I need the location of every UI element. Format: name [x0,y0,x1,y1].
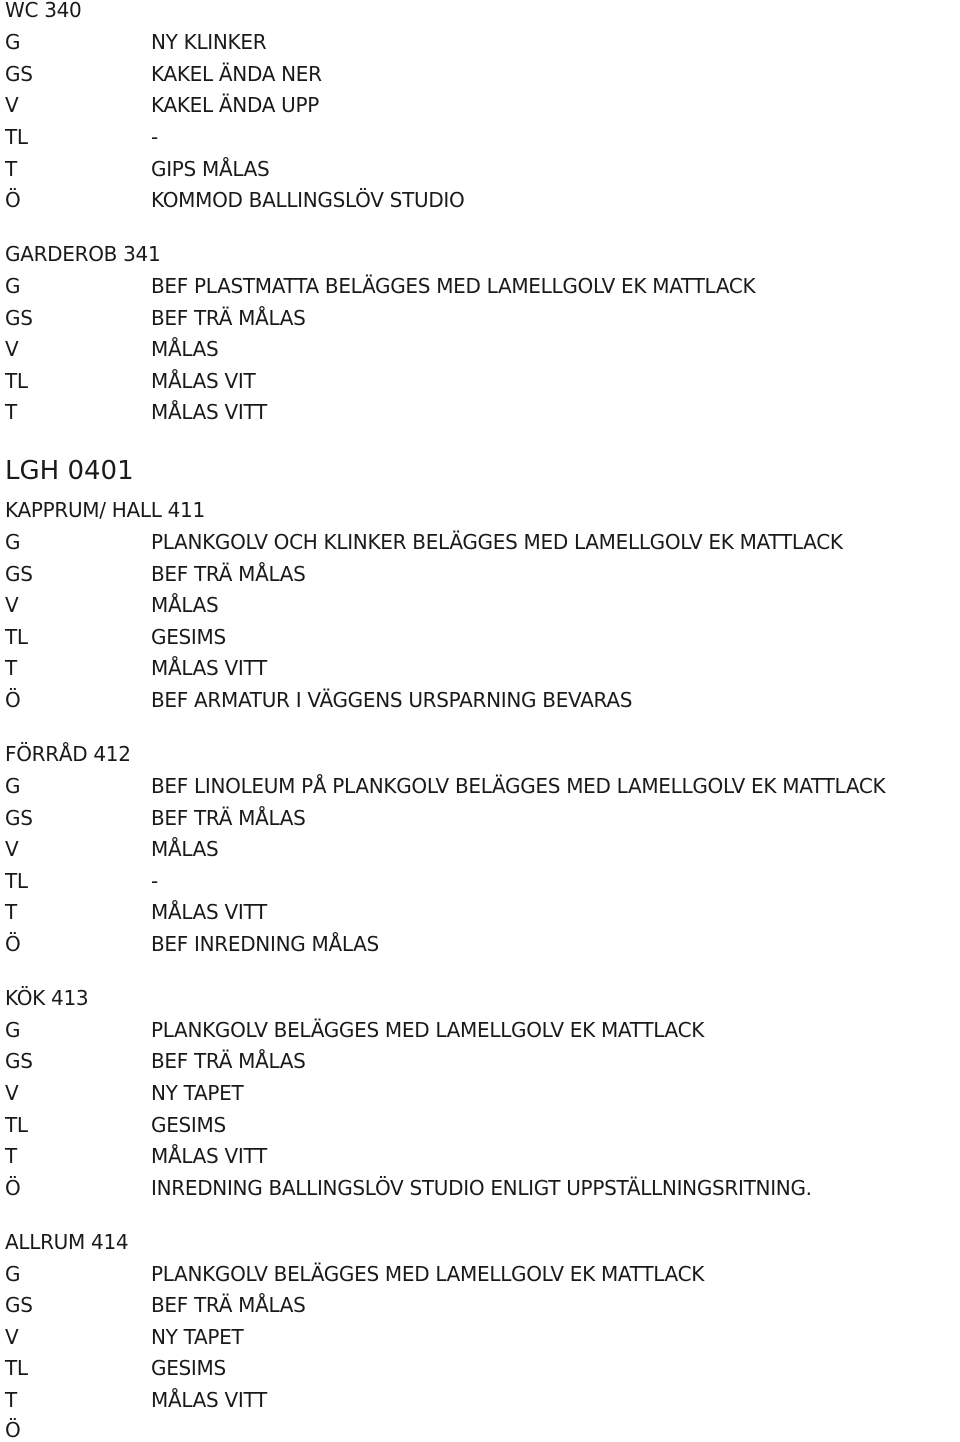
schedule-row [5,562,306,586]
row-text: GESIMS [151,625,226,649]
row-text: BEF ARMATUR I VÄGGENS URSPARNING BEVARAS [151,688,633,712]
schedule-row [5,93,319,117]
row-text: - [151,869,158,893]
schedule-row [5,1356,226,1380]
row-text: MÅLAS [151,593,219,617]
apartment-title: LGH 0401 [5,456,134,486]
row-code: V [5,593,19,617]
schedule-row [5,530,843,554]
row-code: Ö [5,688,21,712]
row-code: TL [5,369,28,393]
schedule-row [5,900,267,924]
schedule-row [5,369,255,393]
row-code: GS [5,1293,33,1317]
schedule-row [5,337,218,361]
schedule-row [5,869,158,893]
row-text: MÅLAS VITT [151,400,267,424]
schedule-row [5,1325,243,1349]
row-code: G [5,530,21,554]
row-code: V [5,837,19,861]
schedule-row [5,688,632,712]
row-code: TL [5,625,28,649]
row-text: BEF TRÄ MÅLAS [151,562,306,586]
row-code: T [5,1144,17,1168]
row-code: V [5,337,19,361]
row-text: PLANKGOLV OCH KLINKER BELÄGGES MED LAMELLGOLV EK MATTLACK [151,530,843,554]
row-text: MÅLAS [151,337,219,361]
row-text: BEF TRÄ MÅLAS [151,1293,306,1317]
schedule-row [5,157,269,181]
row-text: GESIMS [151,1356,226,1380]
section-title: KÖK 413 [5,986,89,1010]
row-code: G [5,1018,21,1042]
row-text: MÅLAS VITT [151,656,267,680]
schedule-row [5,30,266,54]
row-text: MÅLAS VITT [151,1388,267,1412]
schedule-row [5,1081,243,1105]
row-code: T [5,1388,17,1412]
row-text: BEF TRÄ MÅLAS [151,306,306,330]
row-text: PLANKGOLV BELÄGGES MED LAMELLGOLV EK MATTLACK [151,1018,705,1042]
row-text: BEF INREDNING MÅLAS [151,932,379,956]
row-text: NY KLINKER [151,30,267,54]
row-text: MÅLAS VIT [151,369,256,393]
row-code: TL [5,869,28,893]
row-code: GS [5,1049,33,1073]
section-title: GARDEROB 341 [5,242,161,266]
row-code: T [5,157,17,181]
row-code: G [5,1262,21,1286]
row-code: T [5,400,17,424]
row-text: INREDNING BALLINGSLÖV STUDIO ENLIGT UPPSTÄLLNINGSRITNING. [151,1176,812,1200]
schedule-row [5,1176,812,1200]
row-code: T [5,656,17,680]
row-code: V [5,93,19,117]
schedule-row [5,593,218,617]
schedule-row [5,1388,267,1412]
schedule-row [5,125,158,149]
row-code: GS [5,806,33,830]
row-code: G [5,30,21,54]
row-text: BEF PLASTMATTA BELÄGGES MED LAMELLGOLV EK MATTLACK [151,274,756,298]
row-code: Ö [5,932,21,956]
schedule-row [5,1418,151,1442]
schedule-row [5,274,755,298]
row-code: V [5,1325,19,1349]
schedule-row [5,1113,226,1137]
schedule-row [5,400,267,424]
row-code: G [5,774,21,798]
schedule-row [5,932,379,956]
row-text: GIPS MÅLAS [151,157,270,181]
row-code: Ö [5,1418,21,1442]
schedule-row [5,1049,306,1073]
schedule-row [5,306,306,330]
row-code: V [5,1081,19,1105]
row-text: KAKEL ÄNDA NER [151,62,322,86]
row-text: BEF TRÄ MÅLAS [151,806,306,830]
schedule-row [5,1018,704,1042]
row-text: BEF TRÄ MÅLAS [151,1049,306,1073]
schedule-row [5,1262,704,1286]
schedule-row [5,774,885,798]
row-code: GS [5,306,33,330]
section-title: FÖRRÅD 412 [5,742,131,766]
row-code: Ö [5,1176,21,1200]
section-title: KAPPRUM/ HALL 411 [5,498,205,522]
row-code: TL [5,1113,28,1137]
row-text: KOMMOD BALLINGSLÖV STUDIO [151,188,465,212]
section-title: WC 340 [5,0,82,22]
row-text: BEF LINOLEUM PÅ PLANKGOLV BELÄGGES MED LAMELLGOLV EK MATTLACK [151,774,886,798]
schedule-row [5,837,218,861]
row-text: MÅLAS VITT [151,900,267,924]
schedule-row [5,1293,306,1317]
row-code: T [5,900,17,924]
row-text: NY TAPET [151,1325,244,1349]
row-text: KAKEL ÄNDA UPP [151,93,319,117]
row-code: TL [5,125,28,149]
row-text: PLANKGOLV BELÄGGES MED LAMELLGOLV EK MATTLACK [151,1262,705,1286]
row-text: NY TAPET [151,1081,244,1105]
row-code: G [5,274,21,298]
row-text: - [151,125,158,149]
row-code: GS [5,62,33,86]
schedule-row [5,625,226,649]
row-code: GS [5,562,33,586]
row-code: TL [5,1356,28,1380]
schedule-row [5,62,322,86]
schedule-row [5,1144,267,1168]
row-text: MÅLAS [151,837,219,861]
row-code: Ö [5,188,21,212]
schedule-row [5,188,464,212]
row-text: MÅLAS VITT [151,1144,267,1168]
section-title: ALLRUM 414 [5,1230,129,1254]
schedule-row [5,806,306,830]
schedule-row [5,656,267,680]
row-text: GESIMS [151,1113,226,1137]
